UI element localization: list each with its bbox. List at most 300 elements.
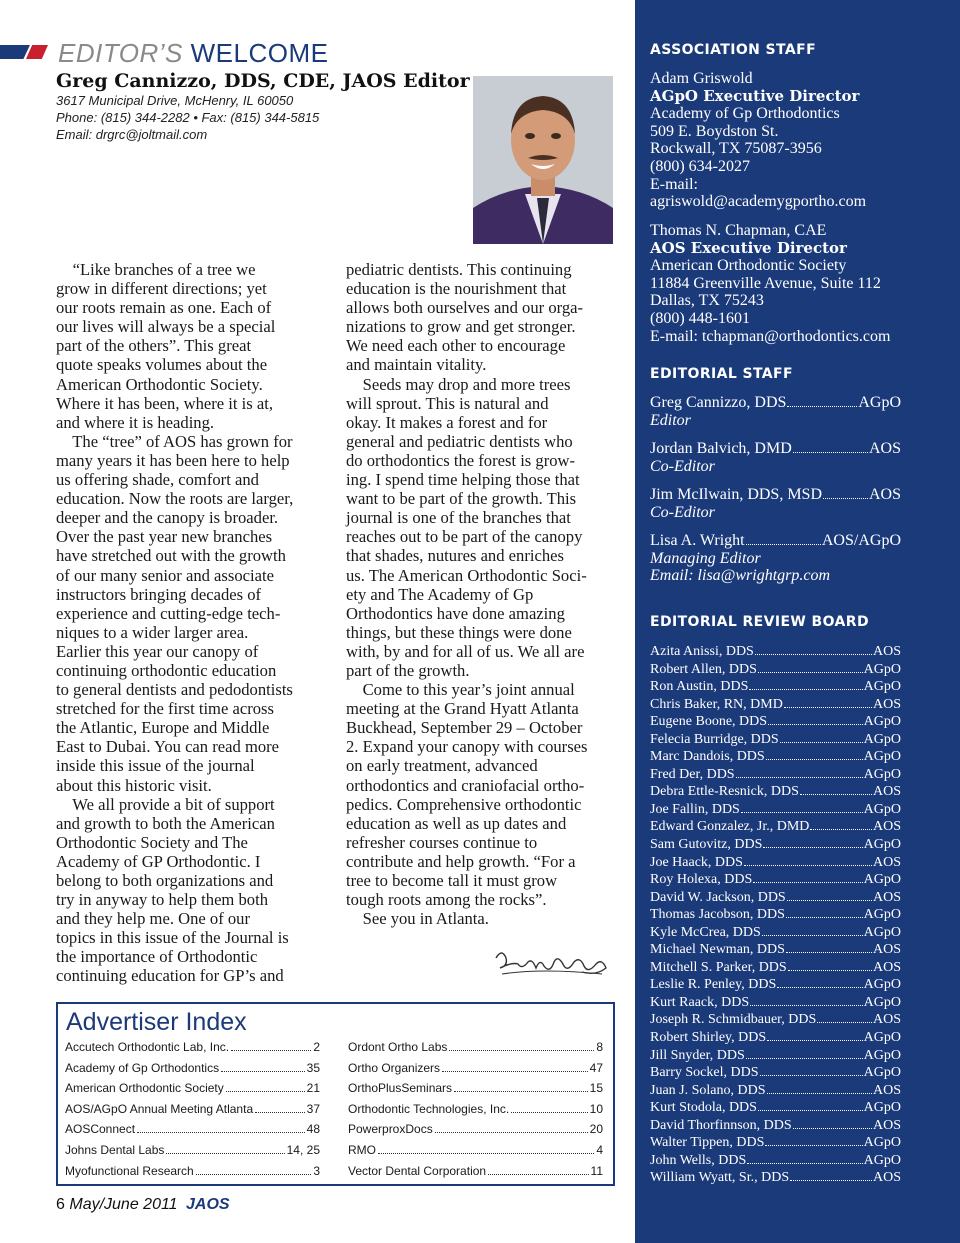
staff-line: E-mail: tchapman@orthodontics.com xyxy=(650,327,891,345)
advertiser-page: 11 xyxy=(590,1163,603,1178)
editorial-staff-row xyxy=(650,532,901,550)
staff-line: (800) 448-1601 xyxy=(650,309,750,327)
section-title-welcome: WELCOME xyxy=(190,38,329,68)
editorial-staff-entry xyxy=(650,486,901,521)
board-member-name: Joe Fallin, DDS xyxy=(650,801,740,817)
advertiser-name: American Orthodontic Society xyxy=(65,1081,224,1096)
board-member-name: Sam Gutovitz, DDS xyxy=(650,837,763,853)
advertiser-page: 14, 25 xyxy=(286,1142,320,1157)
board-member xyxy=(650,837,901,855)
advertiser-entry xyxy=(348,1122,603,1143)
board-member-name: Jill Snyder, DDS xyxy=(650,1047,745,1063)
advertiser-name: RMO xyxy=(348,1142,376,1157)
editor-phone-fax: Phone: (815) 344-2282 • Fax: (815) 344-5815 xyxy=(56,110,320,125)
article-line: niques to a wider larger area. xyxy=(56,622,249,642)
article-line: pediatric dentists. This continuing xyxy=(346,260,572,279)
staff-org: AOS/AGpO xyxy=(821,532,901,549)
dot-leader xyxy=(231,1041,311,1051)
board-member-name: Robert Shirley, DDS xyxy=(650,1030,767,1046)
staff-title: AOS Executive Director xyxy=(650,238,847,257)
article-line: ing. I spend time helping those that xyxy=(346,470,580,490)
advertiser-entry xyxy=(65,1102,320,1123)
board-member-org: AGpO xyxy=(863,977,901,993)
board-member xyxy=(650,749,901,767)
board-member-org: AOS xyxy=(872,854,901,870)
article-line: on early treatment, advanced xyxy=(346,756,538,776)
board-member xyxy=(650,732,901,750)
article-line: to general dentists and pedodontists xyxy=(56,680,293,700)
board-member-org: AOS xyxy=(872,959,901,975)
article-line: our lives will always be a special xyxy=(56,317,276,337)
dot-leader xyxy=(787,397,857,407)
staff-role: Co-Editor xyxy=(650,503,715,521)
article-line: have stretched out with the growth xyxy=(56,546,286,566)
article-line: want to be part of the growth. This xyxy=(346,489,577,509)
board-member xyxy=(650,1012,901,1030)
article-line: Buckhead, September 29 – October xyxy=(346,718,583,738)
dot-leader xyxy=(454,1082,588,1092)
staff-role: Managing Editor xyxy=(650,549,761,567)
article-line: orthodontics and craniofacial ortho- xyxy=(346,775,585,795)
board-member xyxy=(650,907,901,925)
board-member-name: Ron Austin, DDS xyxy=(650,679,749,695)
header-accent-bar xyxy=(0,45,55,59)
article-line: refresher courses continue to xyxy=(346,832,538,852)
advertiser-name: Accutech Orthodontic Lab, Inc. xyxy=(65,1040,230,1054)
article-line: Academy of GP Orthodontic. I xyxy=(56,851,261,871)
editorial-staff-row xyxy=(650,440,901,458)
board-member xyxy=(650,802,901,820)
editorial-staff-entry xyxy=(650,532,901,585)
article-line: grow in different directions; yet xyxy=(56,279,267,299)
board-member xyxy=(650,662,901,680)
dot-leader xyxy=(800,786,872,795)
staff-name: Greg Cannizzo, DDS xyxy=(650,394,787,411)
board-member-name: John Wells, DDS xyxy=(650,1152,747,1168)
board-member-org: AGpO xyxy=(863,731,901,747)
article-line: try in anyway to help them both xyxy=(56,890,268,910)
dot-leader xyxy=(766,751,863,760)
board-member-org: AGpO xyxy=(863,1152,901,1168)
editor-address: 3617 Municipal Drive, McHenry, IL 60050 xyxy=(56,93,294,108)
board-member-org: AGpO xyxy=(863,766,901,782)
board-member-org: AGpO xyxy=(863,837,901,853)
editorial-staff-heading: EDITORIAL STAFF xyxy=(650,366,793,382)
board-member xyxy=(650,1118,901,1136)
article-line: and growth to both the American xyxy=(56,813,275,833)
board-member-name: David Thorfinnson, DDS xyxy=(650,1117,792,1133)
board-member xyxy=(650,784,901,802)
board-member xyxy=(650,1170,901,1188)
dot-leader xyxy=(746,535,821,545)
board-member-org: AGpO xyxy=(863,1047,901,1063)
article-line: Over the past year new branches xyxy=(56,527,273,547)
dot-leader xyxy=(787,892,872,901)
board-member-name: Walter Tippen, DDS xyxy=(650,1135,765,1151)
article-line: part of the others”. This great xyxy=(56,336,252,356)
editorial-review-board-list xyxy=(650,644,901,1188)
staff-line: Rockwall, TX 75087-3956 xyxy=(650,140,822,158)
article-line: The “tree” of AOS has grown for xyxy=(56,431,293,451)
board-member xyxy=(650,1083,901,1101)
article-line: and they help me. One of our xyxy=(56,909,250,929)
staff-line: agriswold@academygportho.com xyxy=(650,193,867,211)
advertiser-entry xyxy=(348,1102,603,1123)
board-member xyxy=(650,1065,901,1083)
editorial-review-board-heading: EDITORIAL REVIEW BOARD xyxy=(650,614,869,630)
board-member-org: AOS xyxy=(872,1170,901,1186)
dot-leader xyxy=(741,804,863,813)
board-member-org: AGpO xyxy=(863,1065,901,1081)
dot-leader xyxy=(749,681,862,690)
advertiser-page: 21 xyxy=(306,1081,320,1096)
dot-leader xyxy=(755,646,872,655)
board-member xyxy=(650,977,901,995)
board-member-name: Kurt Stodola, DDS xyxy=(650,1100,757,1116)
dot-leader xyxy=(763,839,862,848)
article-line: continuing education for GP’s and xyxy=(56,966,284,986)
board-member xyxy=(650,1135,901,1153)
board-member xyxy=(650,1048,901,1066)
dot-leader xyxy=(767,1085,872,1094)
board-member-name: Robert Allen, DDS xyxy=(650,661,757,677)
advertiser-index-title: Advertiser Index xyxy=(66,1008,247,1036)
editorial-staff-row xyxy=(650,394,901,412)
dot-leader xyxy=(767,1032,863,1041)
board-member-name: Felecia Burridge, DDS xyxy=(650,731,779,747)
dot-leader xyxy=(747,1155,862,1164)
board-member-org: AOS xyxy=(872,1012,901,1028)
staff-org: AGpO xyxy=(858,394,901,411)
board-member xyxy=(650,942,901,960)
staff-line: E-mail: xyxy=(650,175,698,193)
board-member-name: Marc Dandois, DDS xyxy=(650,749,765,765)
article-line: education. Now the roots are larger, xyxy=(56,489,294,509)
dot-leader xyxy=(790,1172,872,1181)
advertiser-page: 48 xyxy=(306,1122,320,1137)
staff-line: 509 E. Boydston St. xyxy=(650,122,779,140)
dot-leader xyxy=(762,927,863,936)
staff-org: AOS xyxy=(868,486,901,503)
dot-leader xyxy=(817,1014,872,1023)
board-member-org: AGpO xyxy=(863,679,901,695)
staff-line: American Orthodontic Society xyxy=(650,257,847,275)
board-member xyxy=(650,960,901,978)
dot-leader xyxy=(810,821,872,830)
article-line: topics in this issue of the Journal is xyxy=(56,928,289,948)
article-line: meeting at the Grand Hyatt Atlanta xyxy=(346,699,579,719)
board-member-org: AOS xyxy=(872,1082,901,1098)
advertiser-page: 4 xyxy=(596,1142,603,1157)
dot-leader xyxy=(788,962,872,971)
article-line: things, but these things were done xyxy=(346,622,572,642)
dot-leader xyxy=(758,1102,863,1111)
staff-name: Lisa A. Wright xyxy=(650,532,745,549)
staff-name: Jim McIlwain, DDS, MSD xyxy=(650,486,823,503)
dot-leader xyxy=(750,997,863,1006)
advertiser-page: 37 xyxy=(306,1101,320,1116)
dot-leader xyxy=(137,1123,305,1133)
advertiser-name: PowerproxDocs xyxy=(348,1122,433,1137)
board-member-name: Kurt Raack, DDS xyxy=(650,994,750,1010)
page-number: 6 xyxy=(56,1196,65,1213)
dot-leader xyxy=(488,1165,588,1175)
article-line: “Like branches of a tree we xyxy=(56,260,256,279)
board-member-org: AGpO xyxy=(863,801,901,817)
board-member-org: AOS xyxy=(872,819,901,835)
article-line: experience and cutting-edge tech- xyxy=(56,603,281,623)
advertiser-name: Vector Dental Corporation xyxy=(348,1163,487,1178)
article-line: We need each other to encourage xyxy=(346,336,566,356)
article-line: that shades, nutures and enriches xyxy=(346,546,564,566)
article-line: East to Dubai. You can read more xyxy=(56,737,280,757)
staff-role: Email: lisa@wrightgrp.com xyxy=(650,567,831,584)
staff-line: Thomas N. Chapman, CAE xyxy=(650,222,827,239)
association-staff-heading: ASSOCIATION STAFF xyxy=(650,42,817,58)
editorial-staff-list xyxy=(650,394,901,585)
dot-leader xyxy=(744,857,872,866)
dot-leader xyxy=(753,874,862,883)
dot-leader xyxy=(793,1120,872,1129)
article-line: American Orthodontic Society. xyxy=(56,374,263,394)
editor-contact xyxy=(56,92,319,143)
advertiser-entry xyxy=(65,1040,320,1061)
board-member xyxy=(650,925,901,943)
accent-stripe-blue xyxy=(0,45,30,59)
dot-leader xyxy=(435,1123,588,1133)
section-title-editors: EDITOR’S xyxy=(58,38,183,68)
article-line: the Atlantic, Europe and Middle xyxy=(56,718,270,738)
article-line: many years it has been here to help xyxy=(56,450,290,470)
board-member xyxy=(650,697,901,715)
board-member xyxy=(650,819,901,837)
board-member-name: Kyle McCrea, DDS xyxy=(650,924,761,940)
board-member xyxy=(650,1030,901,1048)
article-line: education is the nourishment that xyxy=(346,279,567,299)
advertiser-page: 3 xyxy=(313,1163,320,1178)
board-member-name: Azita Anissi, DDS xyxy=(650,644,754,659)
advertiser-page: 35 xyxy=(306,1060,320,1075)
section-title xyxy=(58,38,328,69)
advertiser-entry xyxy=(65,1164,320,1185)
dot-leader xyxy=(758,664,863,673)
board-member-name: Thomas Jacobson, DDS xyxy=(650,907,785,923)
board-member-name: Joseph R. Schmidbauer, DDS xyxy=(650,1012,817,1028)
dot-leader xyxy=(255,1103,305,1113)
editorial-staff-entry xyxy=(650,440,901,475)
dot-leader xyxy=(784,699,872,708)
article-line: continuing orthodontic education xyxy=(56,660,277,680)
advertiser-name: Ordont Ortho Labs xyxy=(348,1040,448,1054)
journal-name: JAOS xyxy=(186,1196,230,1213)
article-line: stretched for the first time across xyxy=(56,699,274,719)
board-member xyxy=(650,890,901,908)
board-member-name: Edward Gonzalez, Jr., DMD xyxy=(650,819,810,835)
advertiser-entry xyxy=(65,1143,320,1164)
editorial-staff-row xyxy=(650,486,901,504)
article-line: Earlier this year our canopy of xyxy=(56,641,259,661)
board-member-org: AOS xyxy=(872,889,901,905)
article-line: and where it is heading. xyxy=(56,412,215,432)
board-member-name: Chris Baker, RN, DMD xyxy=(650,696,783,712)
board-member-org: AGpO xyxy=(863,872,901,888)
board-member-org: AOS xyxy=(872,644,901,659)
editor-signature xyxy=(492,944,610,980)
article-line: deeper and the canopy is broader. xyxy=(56,508,279,528)
article-line: with, by and for all of us. We all are xyxy=(346,641,585,661)
advertiser-entry xyxy=(348,1081,603,1102)
board-member-name: Michael Newman, DDS xyxy=(650,942,785,958)
article-line: education as well as up dates and xyxy=(346,813,567,833)
dot-leader xyxy=(823,489,868,499)
advertiser-name: OrthoPlusSeminars xyxy=(348,1081,453,1096)
article-line: belong to both organizations and xyxy=(56,871,274,890)
editor-email: Email: drgrc@joltmail.com xyxy=(56,127,208,142)
board-member-name: Eugene Boone, DDS xyxy=(650,714,768,730)
article-line: Seeds may drop and more trees xyxy=(346,374,571,394)
board-member-org: AOS xyxy=(872,696,901,712)
advertiser-list-left xyxy=(65,1040,320,1184)
dot-leader xyxy=(746,1050,863,1059)
article-line: us. The American Orthodontic Soci- xyxy=(346,565,587,585)
staff-role: Editor xyxy=(650,411,691,429)
article-line: the importance of Orthodontic xyxy=(56,947,258,967)
article-line: contribute and help growth. “For a xyxy=(346,851,576,871)
dot-leader xyxy=(221,1062,305,1072)
article-line: 2. Expand your canopy with courses xyxy=(346,737,588,757)
accent-stripe-red xyxy=(26,45,48,59)
advertiser-page: 8 xyxy=(596,1040,603,1054)
dot-leader xyxy=(226,1082,305,1092)
advertiser-entry xyxy=(348,1164,603,1185)
advertiser-entry xyxy=(348,1040,603,1061)
advertiser-page: 10 xyxy=(589,1101,603,1116)
dot-leader xyxy=(786,944,872,953)
advertiser-entry xyxy=(65,1122,320,1143)
board-member-org: AOS xyxy=(872,942,901,958)
article-line: inside this issue of the journal xyxy=(56,756,255,776)
advertiser-name: AOSConnect xyxy=(65,1122,136,1137)
dot-leader xyxy=(768,716,863,725)
advertiser-list-right xyxy=(348,1040,603,1184)
board-member-org: AGpO xyxy=(863,714,901,730)
advertiser-entry xyxy=(65,1081,320,1102)
board-member-org: AGpO xyxy=(863,661,901,677)
board-member-name: Leslie R. Penley, DDS xyxy=(650,977,777,993)
staff-line: Adam Griswold xyxy=(650,70,753,87)
dot-leader xyxy=(760,1067,863,1076)
board-member-org: AOS xyxy=(872,1117,901,1133)
article-line: quote speaks volumes about the xyxy=(56,355,268,375)
article-line: general and pediatric dentists who xyxy=(346,431,573,451)
article-line: do orthodontics the forest is grow- xyxy=(346,450,576,470)
article-line: part of the growth. xyxy=(346,660,470,680)
board-member-name: William Wyatt, Sr., DDS xyxy=(650,1170,790,1186)
board-member xyxy=(650,995,901,1013)
board-member xyxy=(650,714,901,732)
article-line: our roots remain as one. Each of xyxy=(56,298,272,318)
board-member-org: AGpO xyxy=(863,1100,901,1116)
advertiser-name: Myofunctional Research xyxy=(65,1163,194,1178)
board-member xyxy=(650,767,901,785)
article-line: pedics. Comprehensive orthodontic xyxy=(346,794,582,814)
staff-sidebar xyxy=(635,0,960,1243)
board-member-org: AGpO xyxy=(863,1030,901,1046)
board-member xyxy=(650,855,901,873)
board-member-org: AGpO xyxy=(863,907,901,923)
editor-name: Greg Cannizzo, DDS, CDE, JAOS Editor xyxy=(56,70,470,92)
staff-line: Academy of Gp Orthodontics xyxy=(650,105,840,123)
issue-date: May/June 2011 xyxy=(69,1196,178,1213)
board-member-name: Debra Ettle-Resnick, DDS xyxy=(650,784,799,800)
board-member-org: AGpO xyxy=(863,1135,901,1151)
board-member-name: Juan J. Solano, DDS xyxy=(650,1082,766,1098)
article-line: allows both ourselves and our orga- xyxy=(346,298,584,318)
board-member xyxy=(650,644,901,662)
dot-leader xyxy=(196,1165,312,1175)
page-footer xyxy=(56,1196,230,1214)
article-line: Come to this year’s joint annual xyxy=(346,680,575,700)
article-line: Orthodontics have done amazing xyxy=(346,603,565,623)
article-line: okay. It makes a forest and for xyxy=(346,412,548,432)
advertiser-page: 15 xyxy=(589,1081,603,1096)
dot-leader xyxy=(511,1103,587,1113)
advertiser-entry xyxy=(65,1061,320,1082)
article-line: about this historic visit. xyxy=(56,775,212,795)
article-column-2 xyxy=(346,260,618,928)
board-member-name: Roy Holexa, DDS xyxy=(650,872,753,888)
article-line: and maintain vitality. xyxy=(346,355,487,375)
staff-title: AGpO Executive Director xyxy=(650,86,860,105)
advertiser-name: Johns Dental Labs xyxy=(65,1142,165,1157)
board-member-name: Mitchell S. Parker, DDS xyxy=(650,959,787,975)
board-member-name: Joe Haack, DDS xyxy=(650,854,743,870)
dot-leader xyxy=(736,769,863,778)
board-member-org: AGpO xyxy=(863,994,901,1010)
advertiser-name: Ortho Organizers xyxy=(348,1060,441,1075)
dot-leader xyxy=(442,1062,588,1072)
advertiser-page: 20 xyxy=(589,1122,603,1137)
dot-leader xyxy=(765,1137,862,1146)
article-line: instructors bringing decades of xyxy=(56,584,262,604)
article-line: Where it has been, where it is at, xyxy=(56,393,274,413)
dot-leader xyxy=(166,1144,284,1154)
dot-leader xyxy=(786,909,863,918)
staff-role: Co-Editor xyxy=(650,457,715,475)
advertiser-name: Academy of Gp Orthodontics xyxy=(65,1060,220,1075)
article-line: will sprout. This is natural and xyxy=(346,393,549,413)
advertiser-entry xyxy=(348,1143,603,1164)
board-member-name: Fred Der, DDS xyxy=(650,766,735,782)
dot-leader xyxy=(793,443,868,453)
board-member xyxy=(650,1153,901,1171)
article-line: reaches out to be part of the canopy xyxy=(346,527,583,547)
board-member-org: AOS xyxy=(872,784,901,800)
staff-line: (800) 634-2027 xyxy=(650,157,750,175)
staff-org: AOS xyxy=(868,440,901,457)
article-line: us offering shade, comfort and xyxy=(56,470,259,490)
article-line: Orthodontic Society and The xyxy=(56,832,248,852)
dot-leader xyxy=(449,1041,594,1051)
staff-contact-aos xyxy=(650,222,890,345)
board-member-org: AGpO xyxy=(863,924,901,940)
article-line: nizations to grow and get stronger. xyxy=(346,317,576,337)
article-line: tree to become tall it must grow xyxy=(346,871,558,890)
dot-leader xyxy=(378,1144,594,1154)
advertiser-page: 2 xyxy=(313,1040,320,1054)
staff-line: Dallas, TX 75243 xyxy=(650,292,764,310)
article-line: ety and The Academy of Gp xyxy=(346,584,534,604)
